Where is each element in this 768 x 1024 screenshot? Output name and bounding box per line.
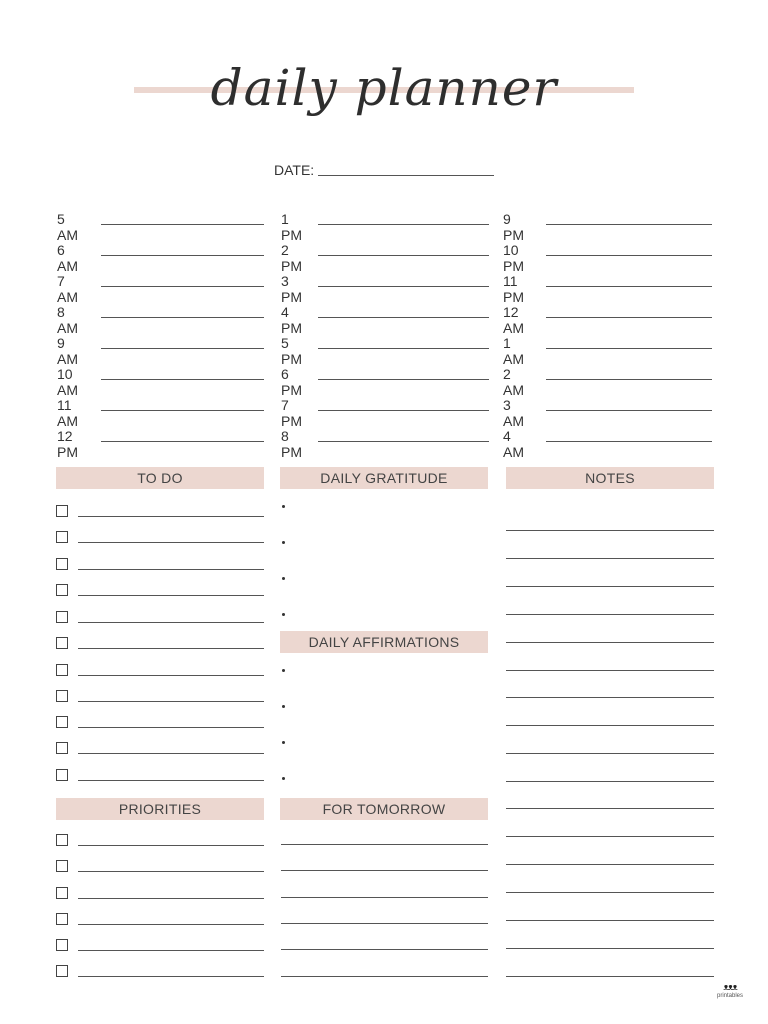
todo-line[interactable] bbox=[78, 701, 264, 702]
hour-label: 5 AM bbox=[57, 211, 78, 243]
checkbox[interactable] bbox=[56, 505, 68, 517]
todo-line[interactable] bbox=[78, 595, 264, 596]
notes-line[interactable] bbox=[506, 920, 714, 921]
hour-line[interactable] bbox=[318, 286, 489, 287]
todo-line[interactable] bbox=[78, 648, 264, 649]
bullet bbox=[282, 505, 285, 508]
checkbox[interactable] bbox=[56, 558, 68, 570]
priority-line[interactable] bbox=[78, 845, 264, 846]
hour-line[interactable] bbox=[101, 379, 264, 380]
checkbox[interactable] bbox=[56, 769, 68, 781]
gratitude-header: DAILY GRATITUDE bbox=[280, 467, 488, 489]
hour-line[interactable] bbox=[318, 255, 489, 256]
checkbox[interactable] bbox=[56, 834, 68, 846]
hour-label: 1 PM bbox=[281, 211, 302, 243]
hour-line[interactable] bbox=[318, 379, 489, 380]
todo-header: TO DO bbox=[56, 467, 264, 489]
hour-label: 2 AM bbox=[503, 366, 524, 398]
priority-line[interactable] bbox=[78, 976, 264, 977]
hour-label: 9 AM bbox=[57, 335, 78, 367]
hour-label: 4 PM bbox=[281, 304, 302, 336]
notes-line[interactable] bbox=[506, 808, 714, 809]
checkbox[interactable] bbox=[56, 637, 68, 649]
notes-line[interactable] bbox=[506, 725, 714, 726]
todo-line[interactable] bbox=[78, 622, 264, 623]
todo-line[interactable] bbox=[78, 780, 264, 781]
hour-line[interactable] bbox=[546, 255, 712, 256]
hour-line[interactable] bbox=[318, 348, 489, 349]
checkbox[interactable] bbox=[56, 611, 68, 623]
bullet bbox=[282, 669, 285, 672]
hour-line[interactable] bbox=[546, 224, 712, 225]
hour-label: 12 AM bbox=[503, 304, 524, 336]
todo-line[interactable] bbox=[78, 516, 264, 517]
hour-line[interactable] bbox=[101, 410, 264, 411]
hour-line[interactable] bbox=[318, 224, 489, 225]
tomorrow-line[interactable] bbox=[281, 897, 488, 898]
todo-line[interactable] bbox=[78, 727, 264, 728]
hour-label: 7 AM bbox=[57, 273, 78, 305]
hour-label: 6 PM bbox=[281, 366, 302, 398]
hour-label: 11 PM bbox=[503, 273, 524, 305]
hour-label: 8 AM bbox=[57, 304, 78, 336]
hour-label: 5 PM bbox=[281, 335, 302, 367]
bullet bbox=[282, 741, 285, 744]
cats-logo-icon: ᴥᴥᴥ bbox=[723, 982, 737, 992]
bullet bbox=[282, 613, 285, 616]
bullet bbox=[282, 705, 285, 708]
todo-line[interactable] bbox=[78, 569, 264, 570]
hour-line[interactable] bbox=[101, 441, 264, 442]
hour-label: 11 AM bbox=[57, 397, 78, 429]
page-title: daily planner bbox=[210, 59, 558, 117]
bullet bbox=[282, 577, 285, 580]
hour-label: 9 PM bbox=[503, 211, 524, 243]
brand-text: printables bbox=[716, 993, 743, 999]
hour-line[interactable] bbox=[101, 286, 264, 287]
checkbox[interactable] bbox=[56, 939, 68, 951]
tomorrow-line[interactable] bbox=[281, 976, 488, 977]
hour-line[interactable] bbox=[101, 348, 264, 349]
hour-line[interactable] bbox=[101, 255, 264, 256]
tomorrow-line[interactable] bbox=[281, 844, 488, 845]
bullet bbox=[282, 541, 285, 544]
priorities-header: PRIORITIES bbox=[56, 798, 264, 820]
notes-line[interactable] bbox=[506, 614, 714, 615]
hour-line[interactable] bbox=[101, 224, 264, 225]
hour-label: 10 AM bbox=[57, 366, 78, 398]
hour-label: 3 AM bbox=[503, 397, 524, 429]
notes-line[interactable] bbox=[506, 836, 714, 837]
hour-label: 4 AM bbox=[503, 428, 524, 460]
date-label: DATE: bbox=[274, 162, 315, 178]
todo-line[interactable] bbox=[78, 675, 264, 676]
tomorrow-line[interactable] bbox=[281, 870, 488, 871]
hour-label: 8 PM bbox=[281, 428, 302, 460]
hour-line[interactable] bbox=[546, 379, 712, 380]
tomorrow-line[interactable] bbox=[281, 923, 488, 924]
notes-line[interactable] bbox=[506, 864, 714, 865]
hour-line[interactable] bbox=[546, 286, 712, 287]
checkbox[interactable] bbox=[56, 531, 68, 543]
hour-line[interactable] bbox=[546, 410, 712, 411]
notes-line[interactable] bbox=[506, 558, 714, 559]
checkbox[interactable] bbox=[56, 690, 68, 702]
hour-line[interactable] bbox=[318, 317, 489, 318]
checkbox[interactable] bbox=[56, 716, 68, 728]
tomorrow-header: FOR TOMORROW bbox=[280, 798, 488, 820]
notes-line[interactable] bbox=[506, 753, 714, 754]
checkbox[interactable] bbox=[56, 584, 68, 596]
affirmations-header: DAILY AFFIRMATIONS bbox=[280, 631, 488, 653]
todo-line[interactable] bbox=[78, 753, 264, 754]
priority-line[interactable] bbox=[78, 898, 264, 899]
notes-line[interactable] bbox=[506, 948, 714, 949]
checkbox[interactable] bbox=[56, 913, 68, 925]
checkbox[interactable] bbox=[56, 664, 68, 676]
notes-line[interactable] bbox=[506, 697, 714, 698]
hour-label: 7 PM bbox=[281, 397, 302, 429]
checkbox[interactable] bbox=[56, 965, 68, 977]
notes-header: NOTES bbox=[506, 467, 714, 489]
hour-line[interactable] bbox=[101, 317, 264, 318]
hour-line[interactable] bbox=[318, 410, 489, 411]
brand-logo bbox=[712, 982, 748, 1004]
notes-line[interactable] bbox=[506, 642, 714, 643]
checkbox[interactable] bbox=[56, 742, 68, 754]
date-field[interactable] bbox=[318, 175, 494, 176]
notes-line[interactable] bbox=[506, 530, 714, 531]
priority-line[interactable] bbox=[78, 950, 264, 951]
checkbox[interactable] bbox=[56, 860, 68, 872]
notes-line[interactable] bbox=[506, 670, 714, 671]
notes-line[interactable] bbox=[506, 892, 714, 893]
priority-line[interactable] bbox=[78, 924, 264, 925]
notes-line[interactable] bbox=[506, 976, 714, 977]
todo-line[interactable] bbox=[78, 542, 264, 543]
hour-label: 2 PM bbox=[281, 242, 302, 274]
hour-label: 1 AM bbox=[503, 335, 524, 367]
checkbox[interactable] bbox=[56, 887, 68, 899]
hour-label: 3 PM bbox=[281, 273, 302, 305]
priority-line[interactable] bbox=[78, 871, 264, 872]
hour-line[interactable] bbox=[546, 317, 712, 318]
hour-line[interactable] bbox=[546, 348, 712, 349]
notes-line[interactable] bbox=[506, 586, 714, 587]
hour-label: 12 PM bbox=[57, 428, 78, 460]
hour-line[interactable] bbox=[546, 441, 712, 442]
hour-label: 6 AM bbox=[57, 242, 78, 274]
bullet bbox=[282, 777, 285, 780]
tomorrow-line[interactable] bbox=[281, 949, 488, 950]
notes-line[interactable] bbox=[506, 781, 714, 782]
hour-label: 10 PM bbox=[503, 242, 524, 274]
hour-line[interactable] bbox=[318, 441, 489, 442]
